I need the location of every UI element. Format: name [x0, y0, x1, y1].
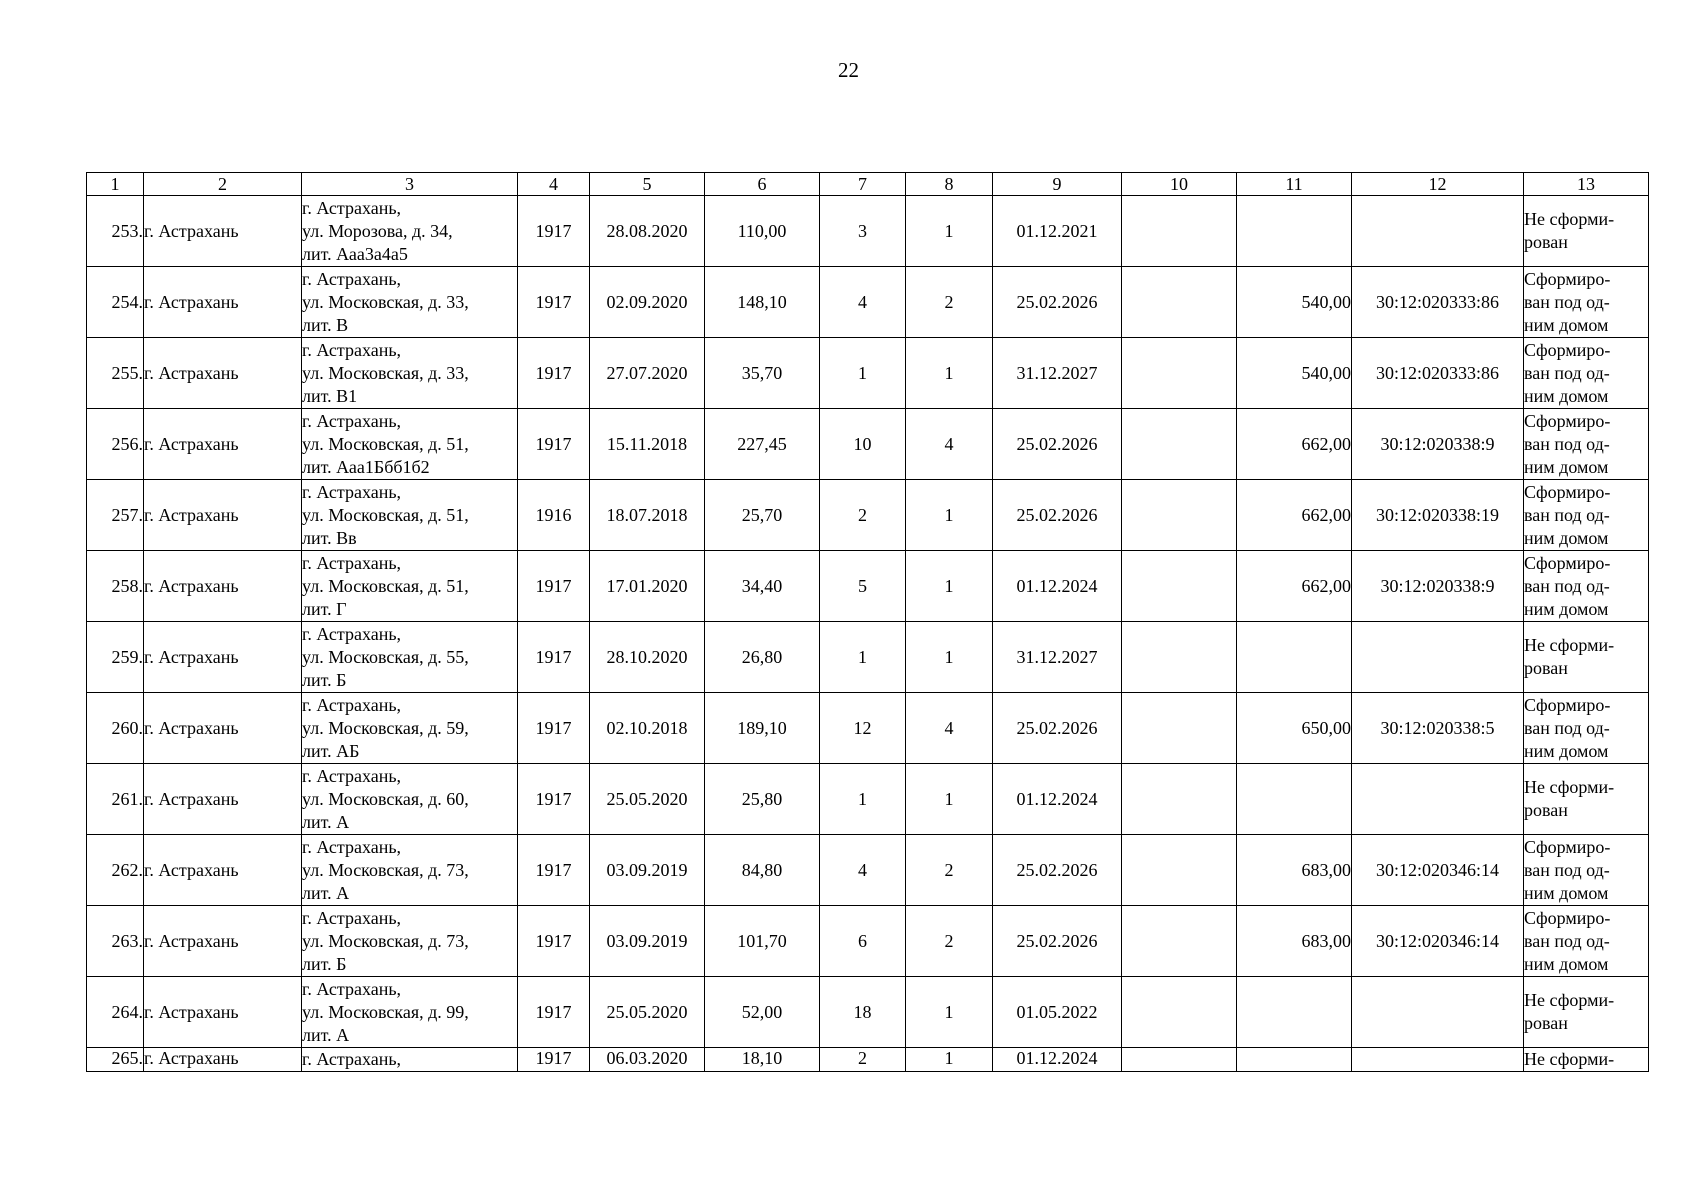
year-cell: 1917	[518, 196, 590, 267]
land-status-cell	[1524, 267, 1649, 338]
land-status-cell	[1524, 764, 1649, 835]
column-8-cell: 1	[906, 551, 993, 622]
column-8-cell: 1	[906, 622, 993, 693]
address-cell-line: ул. Московская, д. 51,	[302, 504, 469, 525]
column-7-cell: 5	[820, 551, 906, 622]
land-area-cell: 650,00	[1237, 693, 1352, 764]
date-cell: 03.09.2019	[590, 835, 705, 906]
date-cell: 02.10.2018	[590, 693, 705, 764]
land-status-cell-line: ним домом	[1524, 953, 1609, 974]
column-header: 4	[518, 173, 590, 196]
year-cell: 1917	[518, 409, 590, 480]
city-cell: г. Астрахань	[144, 196, 302, 267]
table-row	[87, 1048, 1649, 1072]
date-cell: 18.07.2018	[590, 480, 705, 551]
column-8-cell: 1	[906, 480, 993, 551]
cadastral-number-cell: 30:12:020338:9	[1352, 409, 1524, 480]
address-cell-line: лит. А	[302, 882, 350, 903]
column-header: 9	[993, 173, 1122, 196]
column-10-cell	[1122, 906, 1237, 977]
date-cell: 15.11.2018	[590, 409, 705, 480]
address-cell-line: г. Астрахань,	[302, 1049, 402, 1069]
land-status-cell-line: ван под од-	[1524, 930, 1610, 951]
address-cell-line: г. Астрахань,	[302, 197, 402, 218]
address-cell	[302, 977, 518, 1048]
column-8-cell: 2	[906, 267, 993, 338]
address-cell-line: ул. Московская, д. 73,	[302, 930, 469, 951]
column-header: 13	[1524, 173, 1649, 196]
land-area-cell: 683,00	[1237, 906, 1352, 977]
column-8-cell: 2	[906, 906, 993, 977]
column-10-cell	[1122, 764, 1237, 835]
column-7-cell: 12	[820, 693, 906, 764]
deadline-cell: 25.02.2026	[993, 409, 1122, 480]
deadline-cell: 01.12.2024	[993, 1048, 1122, 1072]
address-cell-line: ул. Московская, д. 51,	[302, 575, 469, 596]
land-status-cell-line: Не сформи-	[1524, 635, 1615, 655]
address-cell-line: ул. Московская, д. 73,	[302, 859, 469, 880]
area-cell: 101,70	[705, 906, 820, 977]
city-cell: г. Астрахань	[144, 693, 302, 764]
cadastral-number-cell	[1352, 196, 1524, 267]
address-cell-line: лит. А	[302, 1024, 350, 1045]
land-status-cell-line: ним домом	[1524, 598, 1609, 619]
land-status-cell	[1524, 622, 1649, 693]
land-area-cell: 683,00	[1237, 835, 1352, 906]
table-row	[87, 196, 1649, 267]
page-number: 22	[838, 58, 859, 82]
table-row	[87, 267, 1649, 338]
area-cell: 110,00	[705, 196, 820, 267]
area-cell: 84,80	[705, 835, 820, 906]
city-cell: г. Астрахань	[144, 622, 302, 693]
address-cell-line: г. Астрахань,	[302, 339, 402, 360]
land-status-cell	[1524, 551, 1649, 622]
year-cell: 1917	[518, 764, 590, 835]
year-cell: 1917	[518, 267, 590, 338]
cadastral-number-cell: 30:12:020338:5	[1352, 693, 1524, 764]
land-area-cell	[1237, 764, 1352, 835]
table-row	[87, 977, 1649, 1048]
land-status-cell-line: рован	[1524, 658, 1568, 678]
land-status-cell-line: ним домом	[1524, 527, 1609, 548]
land-area-cell: 662,00	[1237, 409, 1352, 480]
address-cell-line: лит. А	[302, 811, 350, 832]
column-10-cell	[1122, 196, 1237, 267]
land-status-cell	[1524, 977, 1649, 1048]
column-header: 10	[1122, 173, 1237, 196]
address-cell	[302, 480, 518, 551]
table-row	[87, 764, 1649, 835]
address-cell	[302, 764, 518, 835]
land-status-cell-line: Не сформи-	[1524, 990, 1615, 1010]
cadastral-number-cell: 30:12:020333:86	[1352, 267, 1524, 338]
column-8-cell: 1	[906, 338, 993, 409]
area-cell: 25,70	[705, 480, 820, 551]
address-cell-line: ул. Московская, д. 59,	[302, 717, 469, 738]
address-cell-line: г. Астрахань,	[302, 481, 402, 502]
land-status-cell-line: ван под од-	[1524, 575, 1610, 596]
year-cell: 1917	[518, 693, 590, 764]
column-10-cell	[1122, 338, 1237, 409]
date-cell: 27.07.2020	[590, 338, 705, 409]
land-status-cell-line: Сформиро-	[1524, 907, 1611, 928]
address-cell-line: лит. Вв	[302, 527, 357, 548]
column-8-cell: 1	[906, 1048, 993, 1072]
city-cell: г. Астрахань	[144, 764, 302, 835]
row-number-cell: 263.	[87, 906, 144, 977]
column-10-cell	[1122, 835, 1237, 906]
city-cell: г. Астрахань	[144, 409, 302, 480]
address-cell-line: г. Астрахань,	[302, 765, 402, 786]
table-row	[87, 906, 1649, 977]
area-cell: 148,10	[705, 267, 820, 338]
row-number-cell: 261.	[87, 764, 144, 835]
address-cell	[302, 409, 518, 480]
land-status-cell-line: ван под од-	[1524, 859, 1610, 880]
city-cell: г. Астрахань	[144, 551, 302, 622]
housing-registry-table	[86, 172, 1649, 1072]
land-status-cell-line: ван под од-	[1524, 717, 1610, 738]
deadline-cell: 31.12.2027	[993, 622, 1122, 693]
area-cell: 34,40	[705, 551, 820, 622]
year-cell: 1917	[518, 551, 590, 622]
land-status-cell-line: ним домом	[1524, 385, 1609, 406]
cadastral-number-cell: 30:12:020333:86	[1352, 338, 1524, 409]
cadastral-number-cell	[1352, 764, 1524, 835]
year-cell: 1917	[518, 622, 590, 693]
row-number-cell: 265.	[87, 1048, 144, 1072]
column-7-cell: 2	[820, 1048, 906, 1072]
column-8-cell: 1	[906, 196, 993, 267]
row-number-cell: 260.	[87, 693, 144, 764]
address-cell-line: ул. Московская, д. 99,	[302, 1001, 469, 1022]
area-cell: 25,80	[705, 764, 820, 835]
land-status-cell-line: ним домом	[1524, 314, 1609, 335]
table-row	[87, 551, 1649, 622]
column-7-cell: 10	[820, 409, 906, 480]
land-status-cell-line: Не сформи-	[1524, 1049, 1615, 1069]
city-cell: г. Астрахань	[144, 1048, 302, 1072]
land-status-cell	[1524, 835, 1649, 906]
column-10-cell	[1122, 977, 1237, 1048]
column-8-cell: 1	[906, 977, 993, 1048]
column-header: 1	[87, 173, 144, 196]
row-number-cell: 259.	[87, 622, 144, 693]
land-status-cell-line: Сформиро-	[1524, 339, 1611, 360]
address-cell-line: лит. В	[302, 314, 349, 335]
column-10-cell	[1122, 622, 1237, 693]
address-cell-line: г. Астрахань,	[302, 410, 402, 431]
column-10-cell	[1122, 267, 1237, 338]
land-status-cell	[1524, 409, 1649, 480]
deadline-cell: 25.02.2026	[993, 480, 1122, 551]
table-row	[87, 480, 1649, 551]
column-7-cell: 1	[820, 338, 906, 409]
deadline-cell: 31.12.2027	[993, 338, 1122, 409]
address-cell-line: ул. Московская, д. 60,	[302, 788, 469, 809]
land-area-cell	[1237, 622, 1352, 693]
row-number-cell: 254.	[87, 267, 144, 338]
column-header: 6	[705, 173, 820, 196]
land-status-cell-line: Сформиро-	[1524, 552, 1611, 573]
area-cell: 189,10	[705, 693, 820, 764]
land-area-cell: 540,00	[1237, 338, 1352, 409]
land-status-cell	[1524, 1048, 1649, 1072]
date-cell: 25.05.2020	[590, 977, 705, 1048]
address-cell-line: лит. Б	[302, 953, 347, 974]
address-cell	[302, 267, 518, 338]
land-area-cell: 662,00	[1237, 480, 1352, 551]
land-status-cell-line: Сформиро-	[1524, 410, 1611, 431]
date-cell: 06.03.2020	[590, 1048, 705, 1072]
column-8-cell: 4	[906, 693, 993, 764]
address-cell-line: лит. Г	[302, 598, 347, 619]
area-cell: 18,10	[705, 1048, 820, 1072]
address-cell-line: ул. Московская, д. 55,	[302, 646, 469, 667]
land-status-cell-line: ним домом	[1524, 740, 1609, 761]
address-cell	[302, 551, 518, 622]
land-area-cell	[1237, 1048, 1352, 1072]
deadline-cell: 25.02.2026	[993, 267, 1122, 338]
address-cell	[302, 906, 518, 977]
cadastral-number-cell: 30:12:020338:9	[1352, 551, 1524, 622]
city-cell: г. Астрахань	[144, 338, 302, 409]
date-cell: 17.01.2020	[590, 551, 705, 622]
land-status-cell	[1524, 338, 1649, 409]
row-number-cell: 262.	[87, 835, 144, 906]
area-cell: 227,45	[705, 409, 820, 480]
row-number-cell: 255.	[87, 338, 144, 409]
address-cell-line: ул. Морозова, д. 34,	[302, 220, 453, 241]
land-status-cell-line: Не сформи-	[1524, 209, 1615, 229]
date-cell: 03.09.2019	[590, 906, 705, 977]
cadastral-number-cell: 30:12:020346:14	[1352, 906, 1524, 977]
land-status-cell-line: рован	[1524, 1013, 1568, 1033]
column-7-cell: 1	[820, 622, 906, 693]
table-row	[87, 409, 1649, 480]
column-header: 11	[1237, 173, 1352, 196]
address-cell-line: ул. Московская, д. 51,	[302, 433, 469, 454]
column-7-cell: 1	[820, 764, 906, 835]
area-cell: 52,00	[705, 977, 820, 1048]
column-header: 8	[906, 173, 993, 196]
row-number-cell: 257.	[87, 480, 144, 551]
cadastral-number-cell	[1352, 977, 1524, 1048]
land-status-cell-line: ван под од-	[1524, 291, 1610, 312]
land-status-cell-line: Сформиро-	[1524, 481, 1611, 502]
column-8-cell: 1	[906, 764, 993, 835]
year-cell: 1916	[518, 480, 590, 551]
column-header: 7	[820, 173, 906, 196]
address-cell-line: г. Астрахань,	[302, 268, 402, 289]
land-area-cell	[1237, 977, 1352, 1048]
address-cell	[302, 835, 518, 906]
date-cell: 28.10.2020	[590, 622, 705, 693]
land-area-cell	[1237, 196, 1352, 267]
land-status-cell-line: ван под од-	[1524, 504, 1610, 525]
address-cell-line: г. Астрахань,	[302, 978, 402, 999]
city-cell: г. Астрахань	[144, 267, 302, 338]
column-7-cell: 3	[820, 196, 906, 267]
land-area-cell: 540,00	[1237, 267, 1352, 338]
column-header: 5	[590, 173, 705, 196]
year-cell: 1917	[518, 1048, 590, 1072]
cadastral-number-cell	[1352, 622, 1524, 693]
deadline-cell: 25.02.2026	[993, 693, 1122, 764]
date-cell: 28.08.2020	[590, 196, 705, 267]
city-cell: г. Астрахань	[144, 977, 302, 1048]
row-number-cell: 253.	[87, 196, 144, 267]
column-7-cell: 6	[820, 906, 906, 977]
land-status-cell	[1524, 480, 1649, 551]
city-cell: г. Астрахань	[144, 835, 302, 906]
column-8-cell: 2	[906, 835, 993, 906]
address-cell-line: лит. Ааа1Ббб1б2	[302, 456, 430, 477]
year-cell: 1917	[518, 906, 590, 977]
table-row	[87, 835, 1649, 906]
table-row	[87, 693, 1649, 764]
address-cell	[302, 338, 518, 409]
address-cell-line: лит. Ааа3а4а5	[302, 243, 408, 264]
deadline-cell: 25.02.2026	[993, 835, 1122, 906]
land-status-cell-line: рован	[1524, 800, 1568, 820]
address-cell-line: г. Астрахань,	[302, 623, 402, 644]
year-cell: 1917	[518, 835, 590, 906]
land-status-cell-line: ним домом	[1524, 456, 1609, 477]
deadline-cell: 25.02.2026	[993, 906, 1122, 977]
column-10-cell	[1122, 693, 1237, 764]
deadline-cell: 01.05.2022	[993, 977, 1122, 1048]
land-status-cell-line: ним домом	[1524, 882, 1609, 903]
column-header: 12	[1352, 173, 1524, 196]
deadline-cell: 01.12.2024	[993, 764, 1122, 835]
column-7-cell: 18	[820, 977, 906, 1048]
column-8-cell: 4	[906, 409, 993, 480]
date-cell: 02.09.2020	[590, 267, 705, 338]
land-status-cell	[1524, 906, 1649, 977]
deadline-cell: 01.12.2024	[993, 551, 1122, 622]
land-status-cell-line: Сформиро-	[1524, 694, 1611, 715]
address-cell	[302, 196, 518, 267]
address-cell-line: лит. В1	[302, 385, 358, 406]
column-7-cell: 4	[820, 835, 906, 906]
column-number-row	[87, 173, 1649, 196]
city-cell: г. Астрахань	[144, 906, 302, 977]
deadline-cell: 01.12.2021	[993, 196, 1122, 267]
address-cell	[302, 693, 518, 764]
cadastral-number-cell: 30:12:020346:14	[1352, 835, 1524, 906]
row-number-cell: 264.	[87, 977, 144, 1048]
table-row	[87, 338, 1649, 409]
address-cell-line: ул. Московская, д. 33,	[302, 362, 469, 383]
column-header: 2	[144, 173, 302, 196]
year-cell: 1917	[518, 338, 590, 409]
column-10-cell	[1122, 1048, 1237, 1072]
land-status-cell-line: Сформиро-	[1524, 836, 1611, 857]
cadastral-number-cell: 30:12:020338:19	[1352, 480, 1524, 551]
column-10-cell	[1122, 409, 1237, 480]
address-cell-line: ул. Московская, д. 33,	[302, 291, 469, 312]
cadastral-number-cell	[1352, 1048, 1524, 1072]
land-area-cell: 662,00	[1237, 551, 1352, 622]
address-cell-line: лит. Б	[302, 669, 347, 690]
year-cell: 1917	[518, 977, 590, 1048]
column-10-cell	[1122, 551, 1237, 622]
column-7-cell: 4	[820, 267, 906, 338]
land-status-cell-line: ван под од-	[1524, 433, 1610, 454]
address-cell-line: г. Астрахань,	[302, 694, 402, 715]
date-cell: 25.05.2020	[590, 764, 705, 835]
column-7-cell: 2	[820, 480, 906, 551]
city-cell: г. Астрахань	[144, 480, 302, 551]
land-status-cell	[1524, 196, 1649, 267]
address-cell-line: г. Астрахань,	[302, 907, 402, 928]
address-cell-line: лит. АБ	[302, 740, 360, 761]
address-cell-line: г. Астрахань,	[302, 552, 402, 573]
row-number-cell: 258.	[87, 551, 144, 622]
address-cell-line: г. Астрахань,	[302, 836, 402, 857]
row-number-cell: 256.	[87, 409, 144, 480]
address-cell	[302, 622, 518, 693]
area-cell: 26,80	[705, 622, 820, 693]
address-cell	[302, 1048, 518, 1072]
area-cell: 35,70	[705, 338, 820, 409]
land-status-cell-line: Не сформи-	[1524, 777, 1615, 797]
land-status-cell	[1524, 693, 1649, 764]
table-row	[87, 622, 1649, 693]
land-status-cell-line: ван под од-	[1524, 362, 1610, 383]
column-header: 3	[302, 173, 518, 196]
column-10-cell	[1122, 480, 1237, 551]
land-status-cell-line: рован	[1524, 232, 1568, 252]
land-status-cell-line: Сформиро-	[1524, 268, 1611, 289]
